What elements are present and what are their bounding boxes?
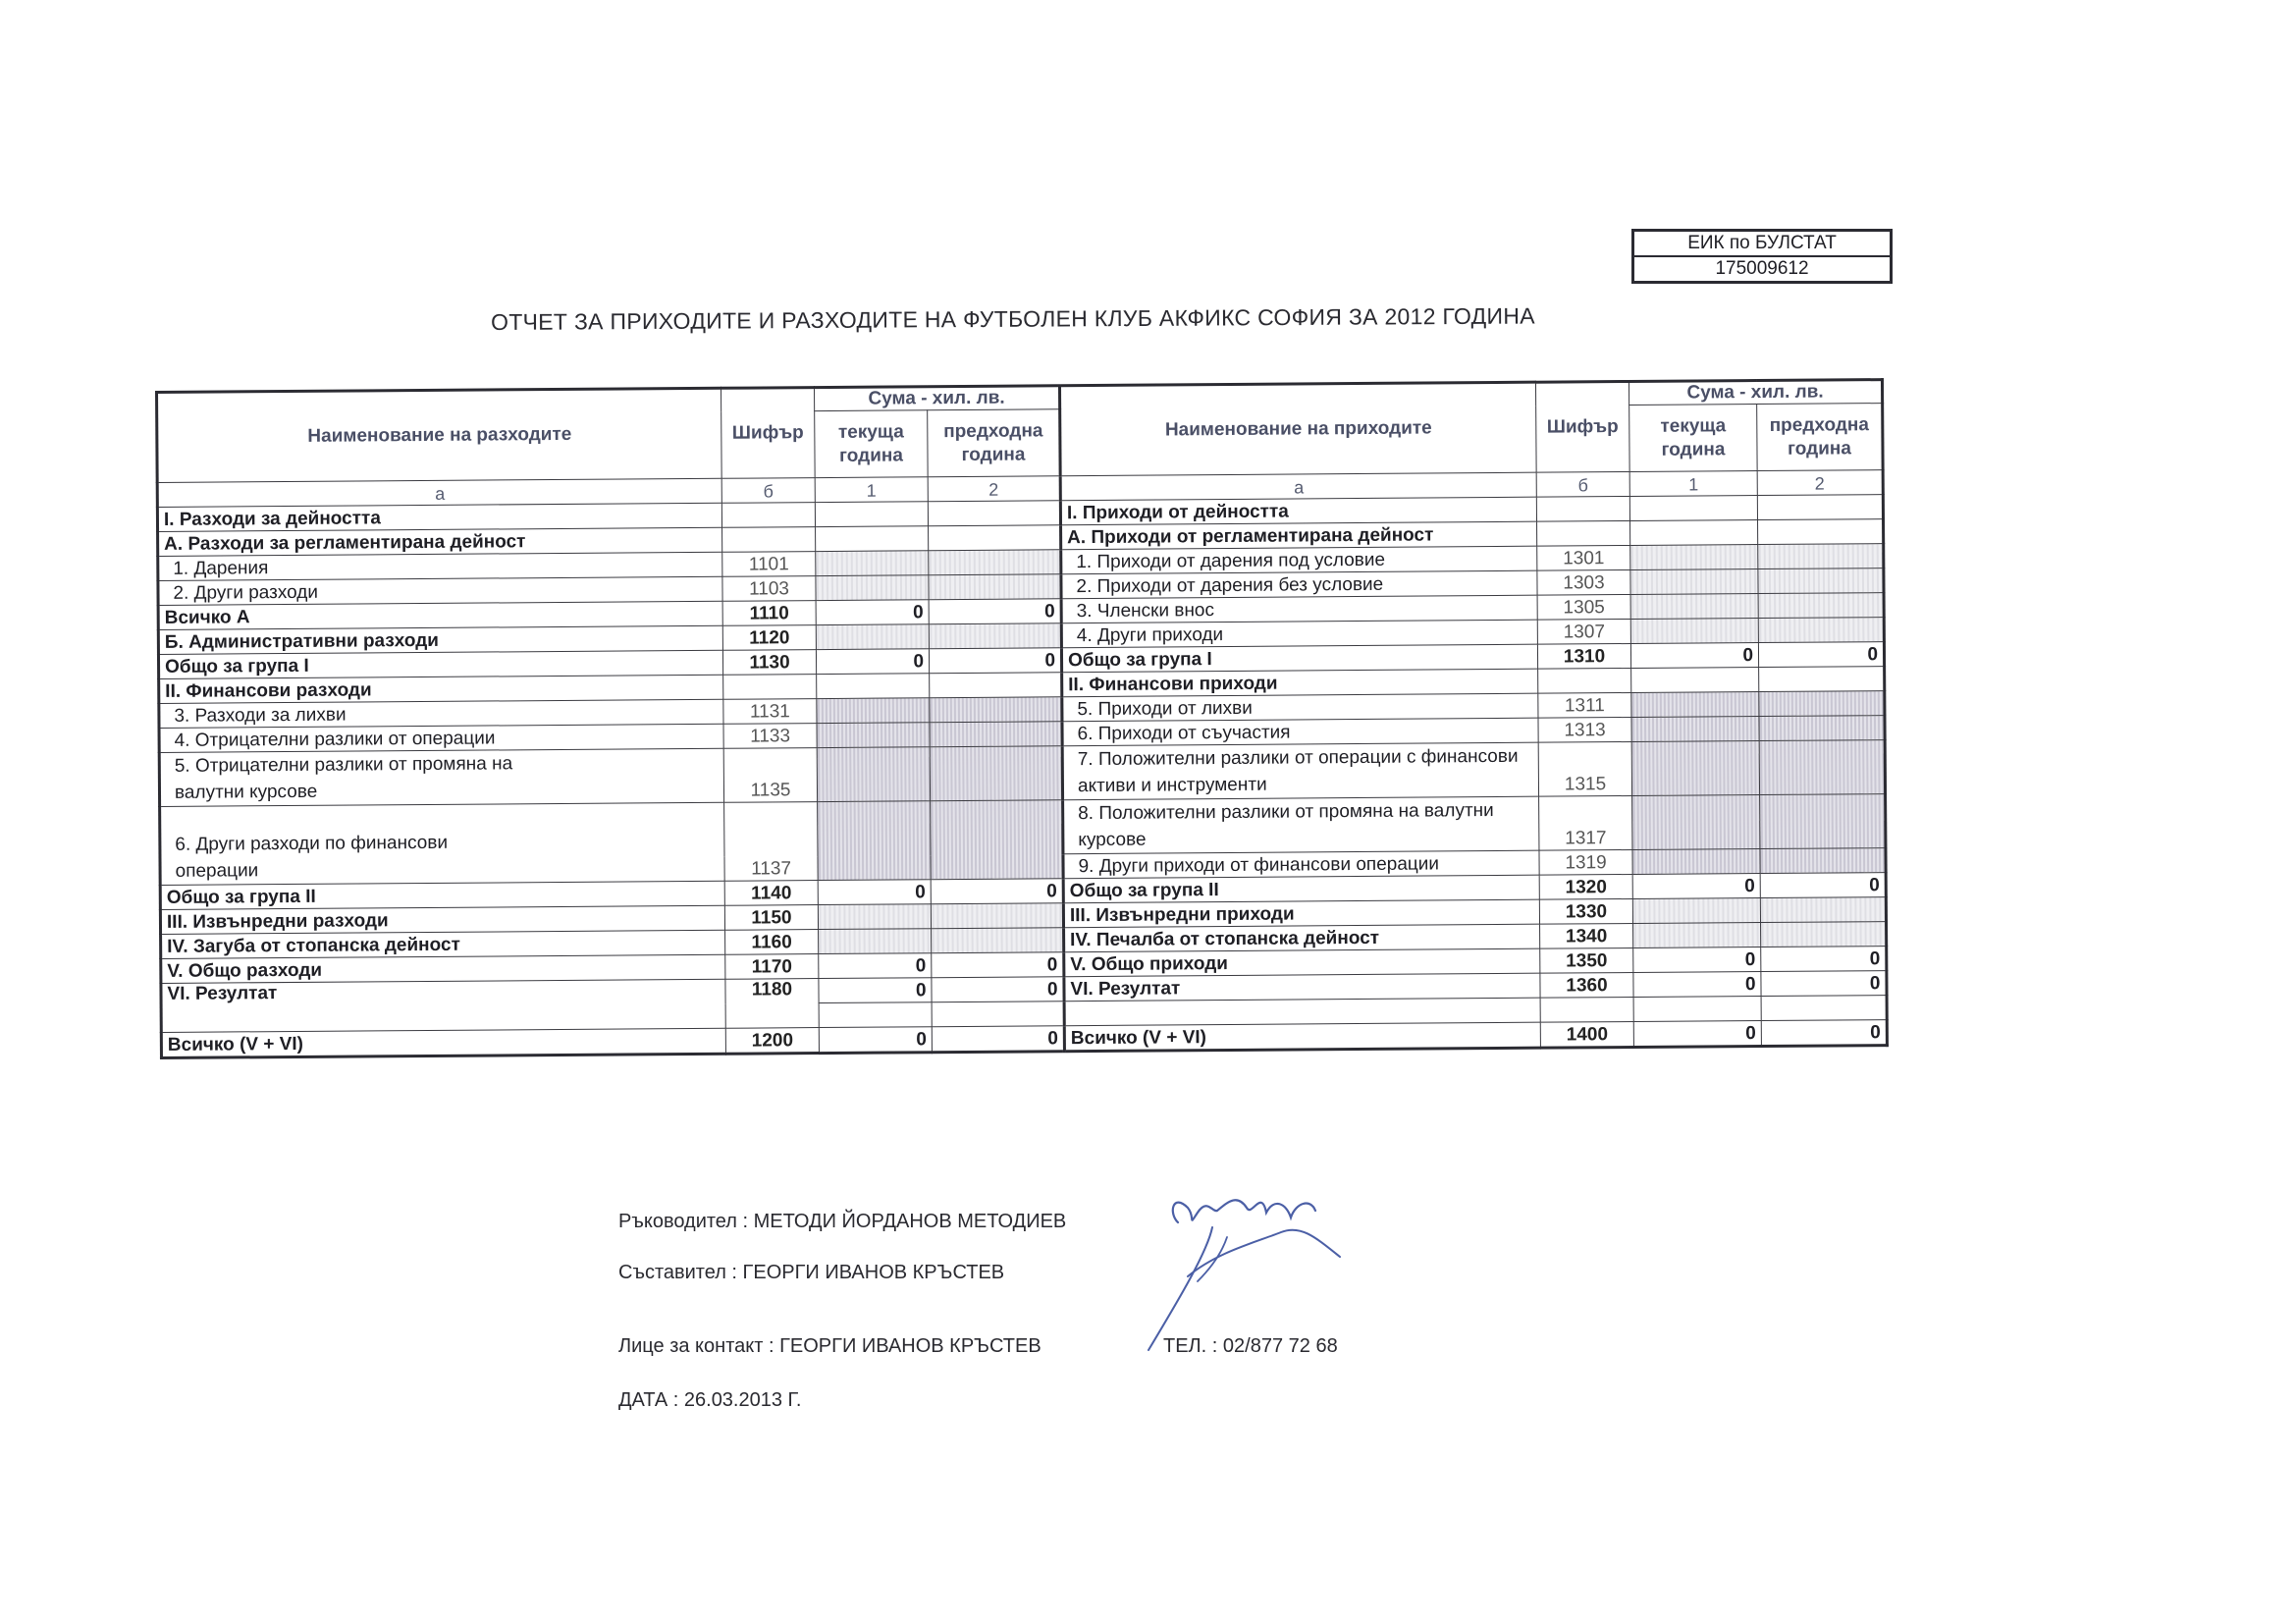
income-previous: 0 (1761, 1020, 1887, 1047)
income-current (1632, 849, 1760, 875)
expense-current: 0 (816, 600, 929, 625)
expense-previous (930, 673, 1062, 698)
code-header-right: Шифър (1535, 381, 1629, 472)
code-header-left: Шифър (721, 388, 815, 479)
income-code: 1317 (1539, 795, 1632, 850)
income-current (1629, 496, 1757, 521)
income-previous (1758, 568, 1884, 594)
income-label: III. Извънредни приходи (1063, 899, 1539, 928)
expense-previous (931, 800, 1064, 880)
expense-previous (929, 623, 1061, 649)
income-current (1631, 692, 1759, 718)
expense-previous: 0 (932, 977, 1064, 1002)
income-previous: 0 (1761, 971, 1887, 997)
preparer-line: Съставител : ГЕОРГИ ИВАНОВ КРЪСТЕВ (618, 1262, 1005, 1283)
income-label: 5. Приходи от лихви (1062, 693, 1538, 722)
expense-previous: 0 (929, 648, 1061, 674)
current-year-header-left: текуща година (815, 410, 928, 478)
income-code: 1305 (1537, 594, 1630, 620)
expense-current (816, 575, 929, 601)
expense-previous (929, 525, 1061, 551)
expense-code: 1137 (724, 802, 819, 882)
income-code: 1319 (1539, 849, 1632, 875)
previous-year-header-right: предходна година (1757, 404, 1883, 471)
sum-header-right: Сума - хил. лв. (1629, 380, 1882, 406)
expense-label: V. Общо разходи (161, 954, 725, 983)
expense-previous (930, 722, 1062, 747)
expense-previous (929, 574, 1061, 600)
expense-code: 1120 (722, 625, 816, 651)
expense-current: 0 (819, 978, 932, 1003)
income-current: 0 (1632, 874, 1760, 899)
expense-code: 1140 (724, 881, 818, 906)
expense-previous (931, 903, 1063, 929)
key-name-right: а (1060, 472, 1536, 501)
income-code: 1340 (1540, 923, 1633, 948)
income-code: 1310 (1537, 643, 1630, 669)
expense-code: 1131 (723, 699, 817, 725)
expense-current (816, 526, 929, 552)
income-current (1630, 545, 1758, 570)
expense-current: 0 (816, 649, 929, 675)
income-label: 6. Приходи от съучастия (1062, 718, 1538, 746)
income-label: I. Приходи от дейността (1060, 497, 1536, 525)
report-sheet (155, 378, 1889, 1059)
income-code: 1313 (1538, 717, 1631, 742)
eik-value: 175009612 (1715, 258, 1809, 279)
expenses-name-header: Наименование на разходите (157, 388, 722, 482)
report-title: ОТЧЕТ ЗА ПРИХОДИТЕ И РАЗХОДИТЕ НА ФУТБОЛЕН КЛУБ АКФИКС СОФИЯ ЗА 2012 ГОДИНА (491, 302, 1535, 335)
income-current: 0 (1633, 972, 1761, 998)
key-previous-right: 2 (1757, 470, 1883, 496)
expense-current (816, 551, 929, 576)
income-label: 8. Положителни разлики от промяна на валутни курсове (1063, 796, 1539, 854)
income-code: 1400 (1540, 1021, 1633, 1048)
expense-code: 1110 (722, 601, 816, 626)
expense-code: 1133 (723, 724, 817, 749)
expense-previous (930, 746, 1062, 801)
expense-current (815, 502, 928, 527)
date-line: ДАТА : 26.03.2013 Г. (618, 1389, 802, 1411)
income-empty-cell (1540, 997, 1633, 1022)
expense-current (817, 723, 930, 748)
expense-previous (932, 928, 1064, 953)
expense-previous (928, 501, 1060, 526)
expense-label: VI. Резултат (161, 979, 725, 1032)
expense-current (818, 904, 931, 930)
income-code: 1320 (1539, 874, 1632, 899)
expense-code (722, 527, 816, 553)
key-current-left: 1 (815, 477, 928, 503)
income-current: 0 (1633, 947, 1761, 973)
contact-line: Лице за контакт : ГЕОРГИ ИВАНОВ КРЪСТЕВ (618, 1335, 1041, 1357)
expense-previous: 0 (932, 952, 1064, 978)
income-previous (1759, 667, 1885, 692)
income-code (1537, 520, 1630, 546)
income-current (1632, 795, 1760, 850)
income-label: 7. Положителни разлики от операции с финансови активи и инструменти (1062, 742, 1538, 800)
income-label: 1. Приходи от дарения под условие (1061, 546, 1537, 574)
manager-line: Ръководител : МЕТОДИ ЙОРДАНОВ МЕТОДИЕВ (618, 1211, 1067, 1232)
income-label: V. Общо приходи (1064, 948, 1540, 977)
expense-current (817, 747, 930, 802)
income-previous (1759, 691, 1885, 717)
income-label: 4. Други приходи (1061, 620, 1537, 648)
expense-label: II. Финансови разходи (159, 675, 723, 703)
income-label: 9. Други приходи от финансови операции (1063, 850, 1539, 879)
expense-previous: 0 (932, 1026, 1064, 1053)
income-code: 1315 (1538, 741, 1631, 796)
expense-current (816, 624, 929, 650)
expense-label: 3. Разходи за лихви (159, 699, 723, 728)
income-previous (1758, 519, 1884, 545)
expense-label: 4. Отрицателни разлики от операции (159, 724, 723, 752)
key-previous-left: 2 (928, 476, 1060, 502)
expense-code: 1103 (722, 576, 816, 602)
key-name-left: а (157, 478, 721, 507)
income-previous (1759, 740, 1885, 795)
income-code: 1330 (1539, 898, 1632, 924)
income-label: VI. Резултат (1064, 973, 1540, 1001)
expense-previous: 0 (929, 599, 1061, 624)
expense-current (819, 929, 932, 954)
income-label: II. Финансови приходи (1062, 669, 1538, 697)
expense-label: III. Извънредни разходи (160, 905, 724, 934)
income-previous (1758, 544, 1884, 569)
income-previous (1758, 618, 1884, 643)
expense-previous (929, 550, 1061, 575)
expense-label: I. Разходи за дейността (157, 503, 721, 531)
expense-code: 1170 (725, 954, 819, 980)
income-empty-cell (1761, 996, 1887, 1021)
expense-label: IV. Загуба от стопанска дейност (161, 930, 725, 958)
income-previous (1760, 848, 1886, 874)
expense-current (817, 674, 930, 699)
income-previous: 0 (1760, 873, 1886, 898)
expense-label: 6. Други разходи по финансови операции (160, 802, 725, 885)
income-previous (1761, 922, 1887, 947)
eik-box (1631, 229, 1893, 284)
expense-current (817, 698, 930, 724)
income-previous (1760, 794, 1886, 849)
income-label: Общо за група I (1061, 644, 1537, 673)
expense-current: 0 (818, 880, 931, 905)
expense-code (721, 503, 815, 528)
income-current (1630, 619, 1758, 644)
income-name-header: Наименование на приходите (1059, 382, 1536, 476)
key-current-right: 1 (1629, 471, 1757, 497)
income-code: 1360 (1540, 972, 1633, 998)
signature-mark (1119, 1183, 1374, 1360)
income-expense-table (155, 378, 1889, 1059)
income-code: 1301 (1537, 545, 1630, 570)
income-previous (1758, 593, 1884, 619)
expense-code: 1130 (722, 650, 816, 676)
income-current (1630, 569, 1758, 595)
expense-code: 1200 (725, 1028, 819, 1055)
income-code: 1307 (1537, 619, 1630, 644)
previous-year-header-left: предходна година (928, 409, 1060, 477)
income-current (1631, 668, 1759, 693)
expense-code: 1160 (725, 930, 819, 955)
current-year-header-right: текуща година (1629, 405, 1757, 472)
income-label: 2. Приходи от дарения без условие (1061, 570, 1537, 599)
income-code (1538, 668, 1631, 693)
phone-line: ТЕЛ. : 02/877 72 68 (1163, 1335, 1338, 1357)
income-current (1631, 741, 1759, 796)
income-current: 0 (1630, 643, 1758, 669)
expense-current: 0 (819, 953, 932, 979)
expense-label: 1. Дарения (158, 552, 722, 580)
income-current (1632, 898, 1760, 924)
income-label: А. Приходи от регламентирана дейност (1061, 521, 1537, 550)
sum-header-left: Сума - хил. лв. (814, 386, 1059, 411)
expense-label: А. Разходи за регламентирана дейност (158, 527, 722, 556)
income-empty-cell (1064, 998, 1540, 1026)
income-previous (1757, 495, 1883, 520)
expense-previous: 0 (931, 879, 1063, 904)
expense-code (723, 675, 817, 700)
key-code-right: б (1536, 471, 1629, 497)
income-current (1630, 520, 1758, 546)
income-code (1536, 496, 1629, 521)
income-label: 3. Членски внос (1061, 595, 1537, 623)
income-label: IV. Печалба от стопанска дейност (1064, 924, 1540, 952)
income-label: Общо за група II (1063, 875, 1539, 903)
income-current: 0 (1633, 1021, 1761, 1048)
expense-label: 2. Други разходи (158, 576, 722, 605)
expense-current: 0 (819, 1027, 932, 1054)
income-previous (1760, 897, 1886, 923)
expense-label: 5. Отрицателни разлики от промяна на валутни курсове (159, 748, 723, 806)
income-code: 1350 (1540, 947, 1633, 973)
key-code-left: б (721, 478, 815, 504)
income-current (1630, 594, 1758, 620)
income-code: 1311 (1538, 692, 1631, 718)
income-previous: 0 (1758, 642, 1884, 668)
expense-label: Общо за група II (160, 881, 724, 909)
expense-label: Всичко А (158, 601, 722, 629)
income-label: Всичко (V + VI) (1064, 1022, 1540, 1052)
expense-previous (930, 697, 1062, 723)
expense-code: 1180 (725, 979, 819, 1029)
income-empty-cell (1633, 997, 1761, 1022)
eik-label: ЕИК по БУЛСТАТ (1634, 232, 1890, 257)
income-previous (1759, 716, 1885, 741)
income-current (1633, 923, 1761, 948)
expense-label: Б. Административни разходи (158, 625, 722, 654)
expense-current (818, 801, 932, 881)
expense-label: Всичко (V + VI) (161, 1028, 725, 1057)
income-previous: 0 (1761, 947, 1887, 972)
expense-label: Общо за група I (158, 650, 722, 678)
expense-empty-cell (819, 1002, 932, 1028)
expense-code: 1135 (723, 748, 817, 803)
expense-code: 1150 (724, 905, 818, 931)
income-code: 1303 (1537, 569, 1630, 595)
expense-empty-cell (932, 1001, 1064, 1027)
expense-code: 1101 (722, 552, 816, 577)
income-current (1631, 717, 1759, 742)
